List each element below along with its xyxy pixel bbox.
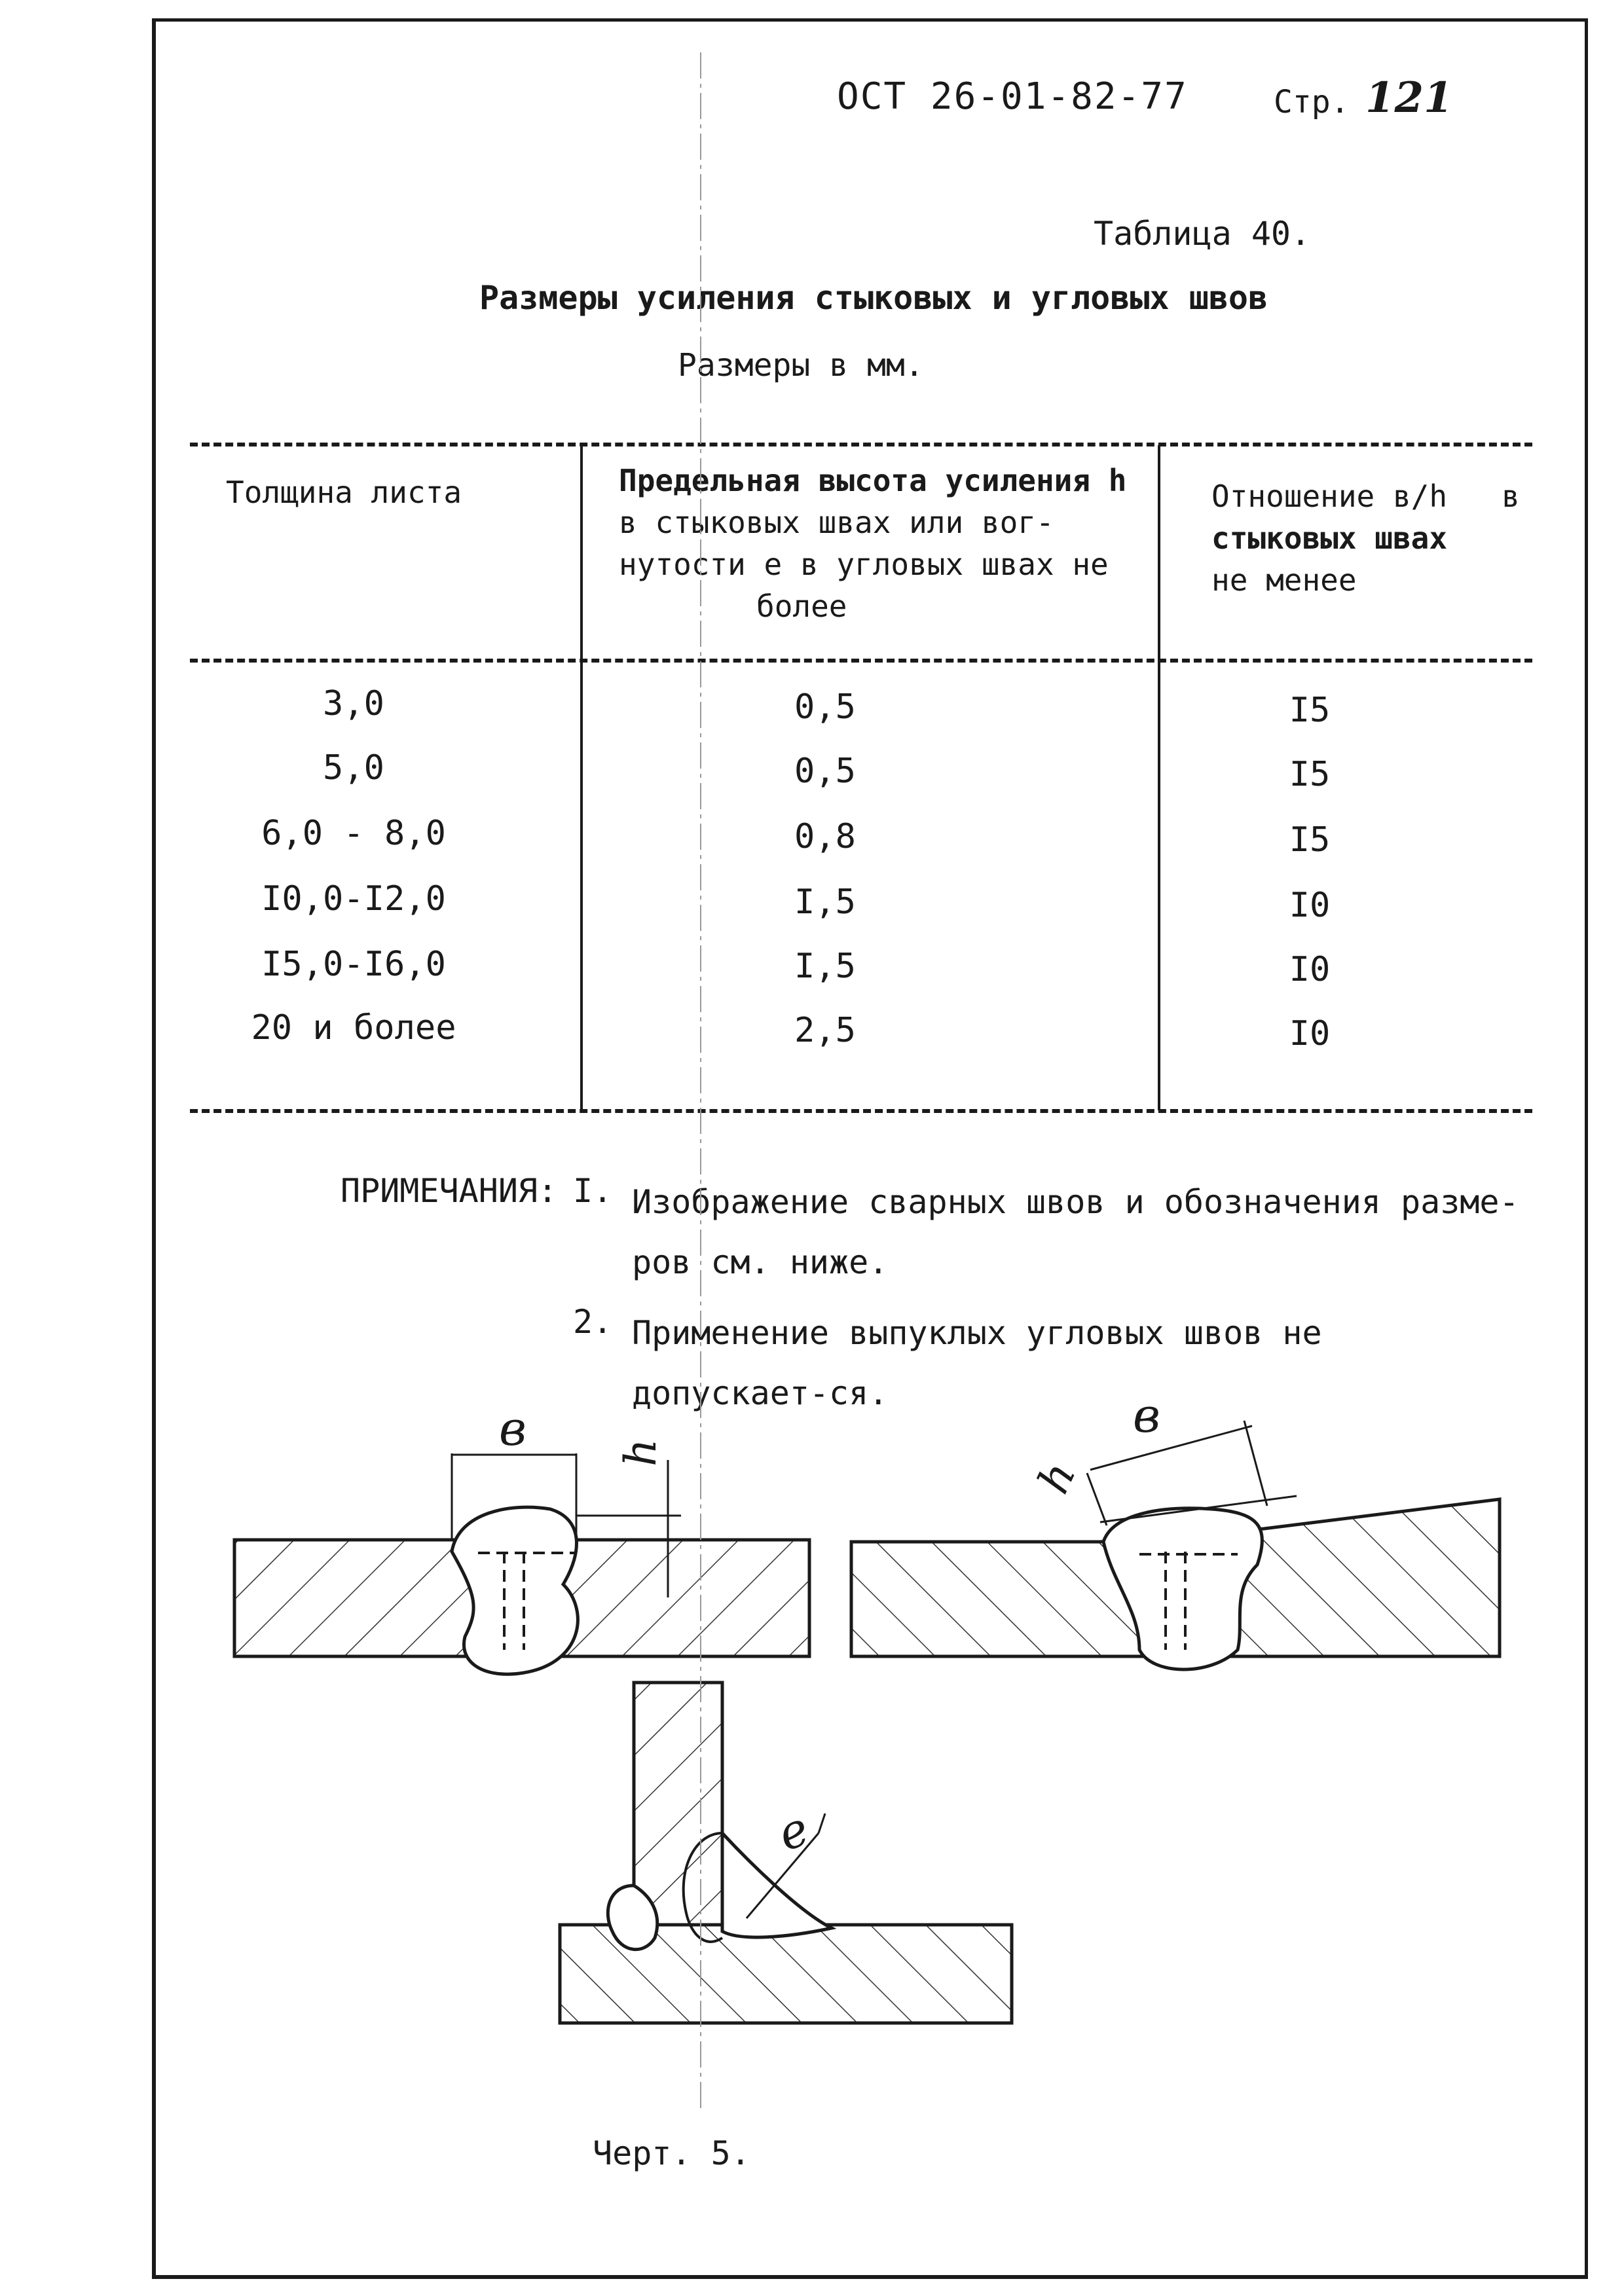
notes-label: ПРИМЕЧАНИЯ: [341,1172,558,1210]
cell-thickness: I0,0-I2,0 [261,879,446,919]
figure-caption: Черт. 5. [593,2134,750,2172]
butt-weld-right [851,1421,1500,1669]
cell-ratio: I0 [1289,1014,1331,1053]
header-limit-line-1: Предельная высота усиления h [619,463,1127,498]
note-2-number: 2. [573,1303,613,1341]
header-limit-line-3: нутости e в угловых швах не [619,547,1109,582]
header-ratio-line-2: стыковых швах [1211,520,1448,556]
label-h-right: h [1028,1454,1086,1501]
cell-ratio: I5 [1289,755,1331,794]
butt-weld-bead [452,1507,578,1674]
cell-thickness: 3,0 [323,684,384,723]
note-2-text: Применение выпуклых угловых швов не допускает-ся. [632,1314,1322,1412]
cell-ratio: I0 [1289,886,1331,925]
page-label: Стр. [1274,84,1350,120]
cell-limit: 0,5 [794,752,856,791]
cell-ratio: I0 [1289,950,1331,989]
page-number: 121 [1365,73,1453,122]
note-1-number: I. [573,1172,613,1210]
cell-ratio: I5 [1289,691,1331,730]
units-note: Размеры в мм. [678,347,924,384]
cell-thickness: 20 и более [251,1008,456,1048]
header-ratio-line-1: Отношение в/h в [1211,479,1520,514]
note-1-text: Изображение сварных швов и обозначения разме-ров см. ниже. [632,1183,1519,1281]
label-b-left: в [499,1401,526,1456]
cell-thickness: 6,0 - 8,0 [261,814,446,853]
cell-limit: I,5 [794,947,856,986]
header-limit-line-4: более [756,589,847,624]
cell-ratio: I5 [1289,820,1331,860]
cell-limit: 0,5 [794,687,856,727]
label-b-right: в [1133,1388,1160,1443]
cell-limit: 0,8 [794,817,856,856]
butt-weld-left [234,1453,809,1674]
cell-limit: 2,5 [794,1011,856,1050]
cell-limit: I,5 [794,883,856,922]
document-code: ОСТ 26-01-82-77 [837,75,1188,118]
table-label: Таблица 40. [1094,215,1311,253]
header-ratio-line-3: не менее [1211,562,1357,598]
cell-thickness: I5,0-I6,0 [261,945,446,984]
label-h-left: h [616,1438,666,1467]
label-e: е [770,1800,816,1862]
cell-thickness: 5,0 [323,748,384,788]
header-thickness: Толщина листа [226,475,462,510]
table-title: Размеры усиления стыковых и угловых швов [479,279,1268,317]
header-limit-line-2: в стыковых швах или вог- [619,505,1054,540]
vertical-plate [634,1683,722,1925]
